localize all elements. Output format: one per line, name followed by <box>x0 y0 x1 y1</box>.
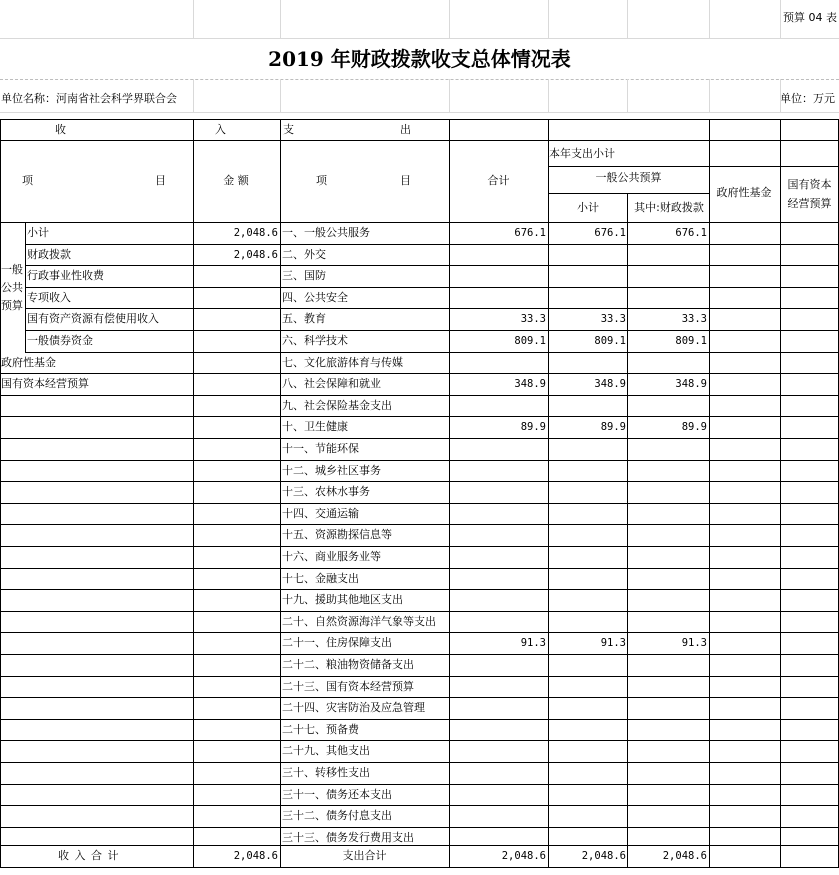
expense-row-label: 三十、转移性支出 <box>282 766 370 779</box>
grid-line <box>0 38 839 39</box>
expense-row-fiscal: 676.1 <box>675 227 707 239</box>
grid-line <box>193 119 194 867</box>
expense-row-label: 六、科学技术 <box>282 334 348 347</box>
expense-row-fiscal: 91.3 <box>681 637 707 650</box>
expense-row-label: 十七、金融支出 <box>282 571 359 585</box>
grid-line <box>627 79 628 112</box>
grid-line <box>548 166 839 167</box>
grid-line <box>0 867 839 868</box>
expense-row-fiscal: 33.3 <box>681 313 707 326</box>
expense-total-label: 支出合计 <box>342 849 387 862</box>
expense-row-subtotal: 809.1 <box>594 335 626 347</box>
header-gov-fund: 政府性基金 <box>716 186 772 199</box>
income-row-label: 政府性基金 <box>1 355 56 369</box>
grid-line <box>25 287 839 288</box>
expense-row-label: 十一、节能环保 <box>282 442 359 455</box>
income-row-label: 一般债券资金 <box>27 334 93 347</box>
expense-row-label: 十四、交通运输 <box>282 506 359 520</box>
expense-row-total: 809.1 <box>514 335 546 347</box>
expense-row-label: 二、外交 <box>282 247 326 261</box>
expense-total: 2,048.6 <box>501 850 546 862</box>
header-income-1: 收 <box>55 123 66 136</box>
income-row-label: 国有资产资源有偿使用收入 <box>27 312 159 326</box>
grid-line <box>709 119 710 867</box>
grid-line <box>25 352 839 353</box>
expense-row-fiscal: 809.1 <box>675 335 707 347</box>
grid-line <box>709 0 710 38</box>
expense-row-subtotal: 91.3 <box>600 637 626 650</box>
grid-line <box>0 524 839 525</box>
expense-row-label: 三十三、债务发行费用支出 <box>282 830 414 844</box>
grid-line <box>0 79 839 80</box>
grid-line <box>548 119 549 867</box>
header-item-left: 项 <box>22 174 33 187</box>
expense-row-label: 二十七、预备费 <box>282 722 359 736</box>
income-row-label: 专项收入 <box>27 290 71 304</box>
grid-line <box>0 654 839 655</box>
grid-line <box>548 193 709 194</box>
grid-line <box>548 0 549 38</box>
grid-line <box>25 244 839 245</box>
grid-line <box>0 119 1 867</box>
header-income-2: 入 <box>215 123 226 136</box>
grid-line <box>25 308 839 309</box>
grid-line <box>780 79 781 112</box>
expense-fiscal-total: 2,048.6 <box>662 850 707 862</box>
grid-line <box>449 0 450 38</box>
grid-line <box>627 0 628 38</box>
expense-row-subtotal: 676.1 <box>594 227 626 239</box>
header-state-capital-1: 国有资本 <box>787 178 832 191</box>
header-subtotal: 小计 <box>577 201 599 214</box>
grid-line <box>0 827 839 828</box>
income-row-label: 小计 <box>27 226 49 239</box>
group-label-1: 一般 <box>1 263 23 276</box>
expense-row-fiscal: 348.9 <box>675 378 707 391</box>
grid-line <box>0 697 839 698</box>
income-total-label: 收 入 合 计 <box>58 849 120 862</box>
grid-line <box>0 503 839 504</box>
expense-row-fiscal: 89.9 <box>681 421 707 434</box>
group-label-2: 公共 <box>1 281 23 294</box>
header-expense-2: 出 <box>400 123 411 136</box>
grid-line <box>627 193 628 867</box>
expense-row-label: 五、教育 <box>282 312 326 326</box>
grid-line <box>0 568 839 569</box>
grid-line <box>0 676 839 677</box>
grid-line <box>280 0 281 38</box>
grid-line <box>709 79 710 112</box>
grid-line <box>449 79 450 112</box>
expense-row-total: 89.9 <box>520 421 546 434</box>
page-title: 2019 年财政拨款收支总体情况表 <box>268 47 571 71</box>
grid-line <box>0 546 839 547</box>
expense-row-total: 676.1 <box>514 227 546 239</box>
grid-line <box>0 740 839 741</box>
grid-line <box>780 0 781 38</box>
grid-line <box>548 79 549 112</box>
expense-row-subtotal: 33.3 <box>600 313 626 326</box>
grid-line <box>0 589 839 590</box>
grid-line <box>0 762 839 763</box>
grid-line <box>449 119 450 867</box>
grid-line <box>780 119 781 867</box>
grid-line <box>0 719 839 720</box>
expense-row-total: 33.3 <box>520 313 546 326</box>
grid-line <box>0 140 839 141</box>
income-row-amount: 2,048.6 <box>233 248 278 261</box>
grid-line <box>0 632 839 633</box>
header-item-right-end: 目 <box>400 174 411 187</box>
grid-line <box>193 79 194 112</box>
grid-line <box>0 460 839 461</box>
grid-line <box>280 119 281 867</box>
expense-row-label: 三十二、债务付息支出 <box>282 809 392 823</box>
grid-line <box>0 611 839 612</box>
group-label-3: 预算 <box>1 299 23 312</box>
expense-row-label: 二十、自然资源海洋气象等支出 <box>282 614 436 628</box>
grid-line <box>0 416 839 417</box>
expense-row-total: 91.3 <box>520 637 546 650</box>
grid-line <box>0 112 839 113</box>
grid-line <box>0 119 839 120</box>
income-row-amount: 2,048.6 <box>233 227 278 239</box>
expense-row-label: 二十九、其他支出 <box>282 744 370 758</box>
expense-subtotal-total: 2,048.6 <box>581 850 626 862</box>
expense-row-label: 十九、援助其他地区支出 <box>282 593 403 607</box>
grid-line <box>0 438 839 439</box>
header-amount: 金 额 <box>223 174 249 187</box>
expense-row-label: 三、国防 <box>282 269 326 283</box>
expense-row-label: 十五、资源勘探信息等 <box>282 528 392 542</box>
unit-label: 单位：万元 <box>780 92 835 105</box>
header-year-subtotal: 本年支出小计 <box>549 147 615 160</box>
expense-row-label: 二十一、住房保障支出 <box>282 636 392 650</box>
grid-line <box>25 265 839 266</box>
grid-line <box>0 784 839 785</box>
expense-row-subtotal: 348.9 <box>594 378 626 391</box>
grid-line <box>280 79 281 112</box>
grid-line <box>0 481 839 482</box>
expense-row-label: 二十二、粮油物资储备支出 <box>282 658 414 671</box>
income-row-label: 行政事业性收费 <box>27 269 104 283</box>
expense-row-subtotal: 89.9 <box>600 421 626 434</box>
header-state-capital-2: 经营预算 <box>787 197 832 210</box>
income-total: 2,048.6 <box>233 850 278 862</box>
expense-row-label: 十三、农林水事务 <box>282 485 370 499</box>
grid-line <box>0 805 839 806</box>
income-row-label: 国有资本经营预算 <box>1 377 89 391</box>
expense-row-label: 十六、商业服务业等 <box>282 550 381 563</box>
grid-line <box>193 0 194 38</box>
unit-name: 单位名称：河南省社会科学界联合会 <box>1 92 177 105</box>
header-total: 合计 <box>487 174 510 187</box>
expense-row-label: 二十三、国有资本经营预算 <box>282 679 414 693</box>
grid-line <box>0 395 839 396</box>
expense-row-total: 348.9 <box>514 378 546 391</box>
expense-row-label: 七、文化旅游体育与传媒 <box>282 355 403 369</box>
expense-row-label: 十、卫生健康 <box>282 420 348 434</box>
expense-row-label: 十二、城乡社区事务 <box>282 463 381 477</box>
header-of-which: 其中:财政拨款 <box>634 201 704 214</box>
header-item-right: 项 <box>316 174 327 187</box>
header-item-left-end: 目 <box>155 174 166 187</box>
expense-row-label: 二十四、灾害防治及应急管理 <box>282 701 425 715</box>
expense-row-label: 三十一、债务还本支出 <box>282 787 392 801</box>
grid-line <box>0 222 839 223</box>
form-code: 预算 04 表 <box>783 11 837 24</box>
header-general-budget: 一般公共预算 <box>595 171 662 184</box>
expense-row-label: 八、社会保障和就业 <box>282 377 381 391</box>
expense-row-label: 一、一般公共服务 <box>282 226 370 239</box>
expense-row-label: 九、社会保险基金支出 <box>282 398 392 412</box>
grid-line <box>25 330 839 331</box>
grid-line <box>0 373 839 374</box>
income-row-label: 财政拨款 <box>27 247 71 261</box>
expense-row-label: 四、公共安全 <box>282 290 348 304</box>
header-expense-1: 支 <box>283 123 294 136</box>
